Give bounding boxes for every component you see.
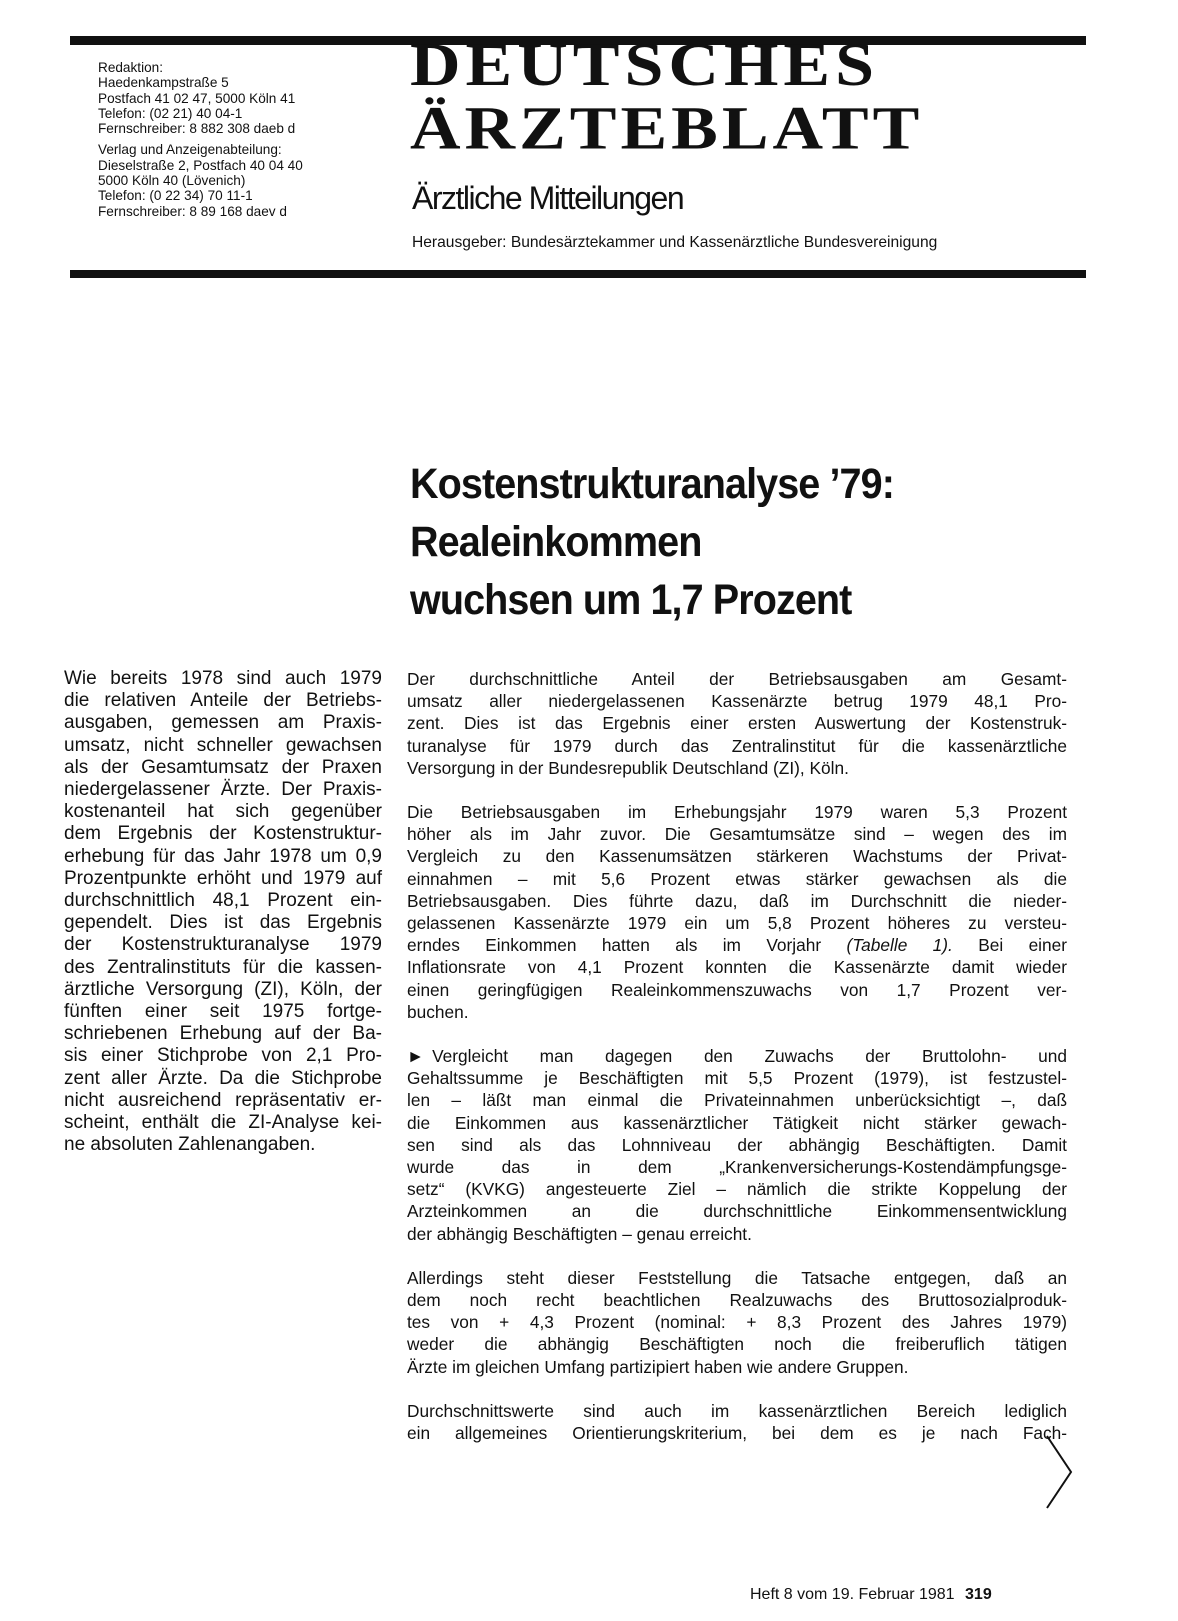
body-line: Arzteinkommen an die durchschnittliche Einkommensentwicklung <box>407 1201 1067 1222</box>
body-line: dem noch recht beachtlichen Realzuwachs des Bruttosozialproduk- <box>407 1290 1067 1311</box>
article-lead-column <box>64 668 382 1156</box>
body-line <box>407 934 1067 956</box>
lead-line: schriebenen Erhebung auf der Ba- <box>64 1023 382 1045</box>
body-line: Die Betriebsausgaben im Erhebungsjahr 1979 waren 5,3 Prozent <box>407 802 1067 823</box>
publisher-line: Herausgeber: Bundesärztekammer und Kassenärztliche Bundesvereinigung <box>412 234 938 251</box>
body-line: Ärzte im gleichen Umfang partizipiert haben wie andere Gruppen. <box>407 1356 909 1377</box>
contact-line: Redaktion: <box>98 60 163 75</box>
body-text: erndes Einkommen hatten als im Vorjahr <box>407 935 847 956</box>
lead-line: scheint, enthält die ZI-Analyse kei- <box>64 1112 382 1134</box>
masthead-line-2: ÄRZTEBLATT <box>410 94 924 163</box>
body-line <box>407 1045 1067 1067</box>
contact-line: Telefon: (02 21) 40 04-1 <box>98 105 243 121</box>
lead-line: durchschnittlich 48,1 Prozent ein- <box>64 890 382 912</box>
body-line: der abhängig Beschäftigten – genau erreicht. <box>407 1223 752 1244</box>
masthead-bottom-rule <box>70 270 1086 278</box>
body-line: turanalyse für 1979 durch das Zentralinstitut für die kassenärztliche <box>407 735 1067 756</box>
article-body-column <box>407 668 1067 1466</box>
editorial-address <box>98 60 398 136</box>
contact-line: Fernschreiber: 8 89 168 daev d <box>98 203 287 219</box>
headline-line: Realeinkommen <box>410 518 702 566</box>
lead-line: Wie bereits 1978 sind auch 1979 <box>64 668 382 689</box>
body-line: Gehaltssumme je Beschäftigten mit 5,5 Prozent (1979), ist festzustel- <box>407 1068 1067 1089</box>
body-paragraph-1 <box>407 668 1067 779</box>
lead-line: kostenanteil hat sich gegenüber <box>64 801 382 823</box>
lead-line: gependelt. Dies ist das Ergebnis <box>64 912 382 934</box>
body-paragraph-2 <box>407 801 1067 1023</box>
body-line: gelassenen Kassenärzte 1979 ein um 5,8 Prozent höheres zu versteu- <box>407 913 1067 934</box>
lead-line: erhebung für das Jahr 1978 um 0,9 <box>64 845 382 867</box>
body-text: Vergleicht man dagegen den Zuwachs der Bruttolohn- und <box>432 1046 1067 1067</box>
page-footer <box>750 1586 992 1604</box>
body-line: wurde das in dem „Krankenversicherungs-Kostendämpfungsge- <box>407 1157 1067 1178</box>
body-line: setz“ (KVKG) angesteuerte Ziel – nämlich die strikte Koppelung der <box>407 1179 1067 1200</box>
body-line: len – läßt man einmal die Privateinnahmen unberücksichtigt –, daß <box>407 1090 1067 1111</box>
lead-line: Prozentpunkte erhöht und 1979 auf <box>64 867 382 889</box>
body-line: tes von + 4,3 Prozent (nominal: + 8,3 Prozent des Jahres 1979) <box>407 1312 1067 1333</box>
body-line: Betriebsausgaben. Dies führte dazu, daß im Durchschnitt die nieder- <box>407 890 1067 911</box>
body-line: umsatz aller niedergelassenen Kassenärzte betrug 1979 48,1 Pro- <box>407 691 1067 712</box>
lead-line: zent aller Ärzte. Da die Stichprobe <box>64 1067 382 1089</box>
lead-line: umsatz, nicht schneller gewachsen <box>64 734 382 756</box>
issue-info: Heft 8 vom 19. Februar 1981 <box>750 1586 955 1603</box>
lead-line: fünften einer seit 1975 fortge- <box>64 1001 382 1023</box>
contact-line: Postfach 41 02 47, 5000 Köln 41 <box>98 90 296 106</box>
body-paragraph-4 <box>407 1267 1067 1378</box>
body-paragraph-5 <box>407 1400 1067 1444</box>
body-line: die Einkommen aus kassenärztlicher Tätigkeit nicht stärker gewach- <box>407 1112 1067 1133</box>
lead-line: die relativen Anteile der Betriebs- <box>64 690 382 712</box>
lead-line: nicht ausreichend repräsentativ er- <box>64 1089 382 1111</box>
table-reference: (Tabelle 1). <box>846 935 953 956</box>
lead-line: niedergelassener Ärzte. Der Praxis- <box>64 779 382 801</box>
masthead-line-1: DEUTSCHES <box>410 31 880 99</box>
lead-line: ärztliche Versorgung (ZI), Köln, der <box>64 978 382 1000</box>
body-line: Inflationsrate von 4,1 Prozent konnten die Kassenärzte damit wieder <box>407 957 1067 978</box>
body-line: einnahmen – mit 5,6 Prozent etwas stärker gewachsen als die <box>407 868 1067 889</box>
lead-line: ne absoluten Zahlenangaben. <box>64 1134 316 1156</box>
headline-line: Kostenstrukturanalyse ’79: <box>410 460 894 508</box>
contact-line: Fernschreiber: 8 882 308 daeb d <box>98 121 296 137</box>
contact-line: Dieselstraße 2, Postfach 40 04 40 <box>98 157 303 173</box>
body-line: Versorgung in der Bundesrepublik Deutschland (ZI), Köln. <box>407 757 849 778</box>
lead-line: dem Ergebnis der Kostenstruktur- <box>64 823 382 845</box>
contact-block <box>98 60 398 219</box>
masthead-title <box>410 31 924 164</box>
lead-line: des Zentralinstituts für die kassen- <box>64 956 382 978</box>
body-text: Bei einer <box>952 935 1067 956</box>
body-paragraph-3 <box>407 1045 1067 1245</box>
page-number: 319 <box>965 1586 992 1603</box>
body-line: Durchschnittswerte sind auch im kassenärztlichen Bereich lediglich <box>407 1400 1067 1421</box>
body-line: sen sind als das Lohnniveau der abhängig Beschäftigten. Damit <box>407 1134 1067 1155</box>
body-line: zent. Dies ist das Ergebnis einer ersten Auswertung der Kostenstruk- <box>407 713 1067 734</box>
contact-line: Verlag und Anzeigenabteilung: <box>98 142 282 158</box>
article-headline <box>410 455 1017 629</box>
body-line: buchen. <box>407 1001 469 1022</box>
body-line: ein allgemeines Orientierungskriterium, bei dem es je nach Fach- <box>407 1423 1067 1444</box>
publishing-address <box>98 142 398 218</box>
body-line: Allerdings steht dieser Feststellung die Tatsache entgegen, daß an <box>407 1267 1067 1288</box>
triangle-bullet-icon: ► <box>407 1046 425 1067</box>
body-line: Der durchschnittliche Anteil der Betriebsausgaben am Gesamt- <box>407 669 1067 689</box>
contact-line: Haedenkampstraße 5 <box>98 75 229 91</box>
lead-line: der Kostenstrukturanalyse 1979 <box>64 934 382 956</box>
body-line: höher als im Jahr zuvor. Die Gesamtumsätze sind – wegen des im <box>407 824 1067 845</box>
lead-line: sis einer Stichprobe von 2,1 Pro- <box>64 1045 382 1067</box>
contact-line: 5000 Köln 40 (Lövenich) <box>98 173 246 189</box>
body-line: weder die abhängig Beschäftigten noch die freiberuflich tätigen <box>407 1334 1067 1355</box>
lead-line: als der Gesamtumsatz der Praxen <box>64 756 382 778</box>
headline-line: wuchsen um 1,7 Prozent <box>410 576 852 624</box>
triangle-right-outline-icon <box>1044 1434 1074 1510</box>
lead-line: ausgaben, gemessen am Praxis- <box>64 712 382 734</box>
body-line: Vergleich zu den Kassenumsätzen stärkeren Wachstums der Privat- <box>407 846 1067 867</box>
contact-line: Telefon: (0 22 34) 70 11-1 <box>98 188 253 204</box>
body-line: einen geringfügigen Realeinkommenszuwachs von 1,7 Prozent ver- <box>407 979 1067 1000</box>
masthead-subtitle: Ärztliche Mitteilungen <box>412 180 684 216</box>
